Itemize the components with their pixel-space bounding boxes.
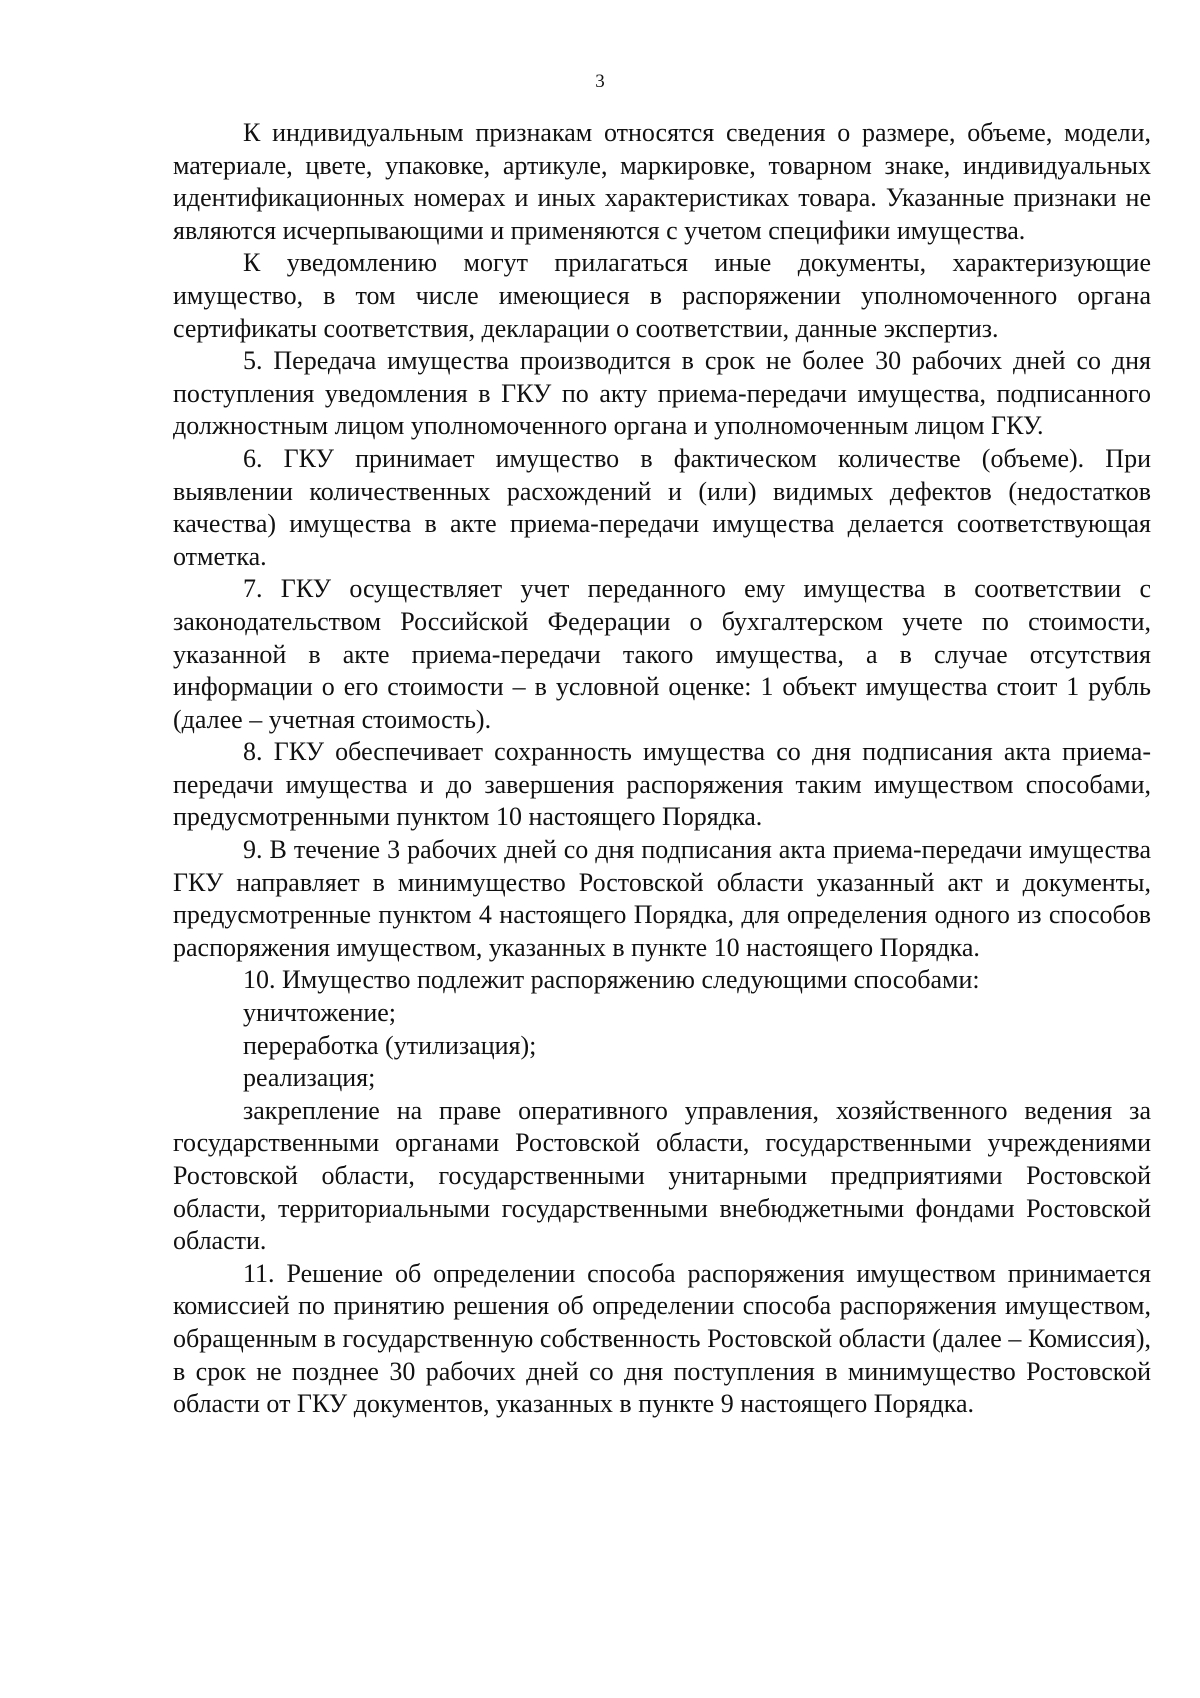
paragraph-item-6: 6. ГКУ принимает имущество в фактическом количестве (объеме). При выявлении количественных расхождений и (или) видимых дефектов (недостатков качества) имущества в акте приема-передачи имущества делается соответствующая отметка. (173, 443, 1151, 571)
paragraph-item-8: 8. ГКУ обеспечивает сохранность имущества со дня подписания акта приема-передачи имущества и до завершения распоряжения таким имуществом способами, предусмотренными пунктом 10 настоящего Порядка. (173, 737, 1151, 832)
paragraph-attached-documents: К уведомлению могут прилагаться иные документы, характеризующие имущество, в том числе имеющиеся в распоряжении уполномоченного органа сертификаты соответствия, декларации о соответствии, данные экспертиз. (173, 248, 1151, 343)
list-item-assignment: закрепление на праве оперативного управления, хозяйственного ведения за государственными органами Ростовской области, государственными учреждениями Ростовской области, государственными унитарными предприятиями Ростовской области, территориальными государственными внебюджетными фондами Ростовской области. (173, 1095, 1151, 1256)
paragraph-item-10: 10. Имущество подлежит распоряжению следующими способами: (243, 965, 980, 995)
paragraph-item-11: 11. Решение об определении способа распоряжения имуществом принимается комиссией по принятию решения об определении способа распоряжения имуществом, обращенным в государственную собственность Ростовской области (далее – Комиссия), в срок не позднее 30 рабочих дней со дня поступления в минимущество Ростовской области от ГКУ документов, указанных в пункте 9 настоящего Порядка. (173, 1258, 1151, 1419)
paragraph-item-7: 7. ГКУ осуществляет учет переданного ему имущества в соответствии с законодательством Российской Федерации о бухгалтерском учете по стоимости, указанной в акте приема-передачи такого имущества, а в случае отсутствия информации о его стоимости – в условной оценке: 1 объект имущества стоит 1 рубль (далее – учетная стоимость). (173, 574, 1151, 734)
paragraph-item-9: 9. В течение 3 рабочих дней со дня подписания акта приема-передачи имущества ГКУ направляет в минимущество Ростовской области указанный акт и документы, предусмотренные пунктом 4 настоящего Порядка, для определения одного из способов распоряжения имуществом, указанных в пункте 10 настоящего Порядка. (173, 835, 1151, 962)
paragraph-individual-features: К индивидуальным признакам относятся сведения о размере, объеме, модели, материале, цвете, упаковке, артикуле, маркировке, товарном знаке, индивидуальных идентификационных номерах и иных характеристиках товара. Указанные признаки не являются исчерпывающими и применяются с учетом специфики имущества. (173, 118, 1151, 245)
document-body (173, 117, 1151, 1421)
page-number: 3 (595, 71, 605, 92)
list-item-sale: реализация; (243, 1063, 376, 1093)
list-item-recycling: переработка (утилизация); (243, 1030, 537, 1060)
paragraph-item-5: 5. Передача имущества производится в срок не более 30 рабочих дней со дня поступления уведомления в ГКУ по акту приема-передачи имущества, подписанного должностным лицом уполномоченного органа и уполномоченным лицом ГКУ. (173, 346, 1151, 441)
list-item-destruction: уничтожение; (243, 998, 397, 1028)
